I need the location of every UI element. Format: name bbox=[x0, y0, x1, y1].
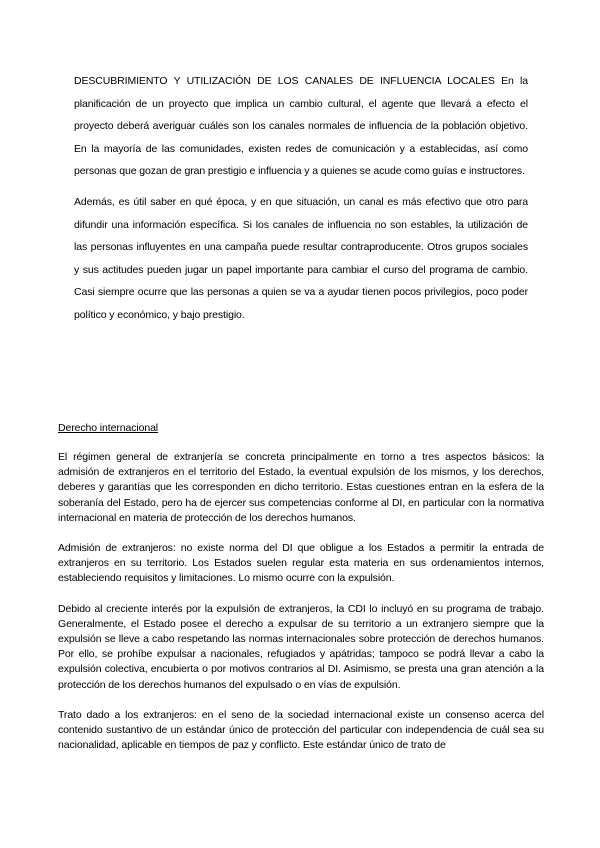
paragraph: Trato dado a los extranjeros: en el seno de la sociedad internacional existe un consenso acerca del contenido sustantivo de un estándar único de protección del particular con independencia de cuál sea su nacionalidad, aplicable en tiempos de paz y conflicto. Este estándar único de trato de bbox=[58, 708, 544, 752]
section-cultural-change bbox=[74, 70, 528, 335]
paragraph: Además, es útil saber en qué época, y en que situación, un canal es más efectivo que otro para difundir una información específica. Si los canales de influencia no son estables, la utilización de las personas influyentes en una campaña puede resultar contraproducente. Otros grupos sociales y sus actitudes pueden jugar un papel importante para cambiar el curso del programa de cambio. Casi siempre ocurre que las personas a quien se va a ayudar tienen pocos privilegios, poco poder político y económico, y bajo prestigio. bbox=[74, 195, 528, 321]
paragraph: Admisión de extranjeros: no existe norma del DI que obligue a los Estados a permitir la entrada de extranjeros en su territorio. Los Estados suelen regular esta materia en sus ordenamientos internos, estableciendo requisitos y limitaciones. Lo mismo ocurre con la expulsión. bbox=[58, 542, 544, 585]
section-international-law bbox=[58, 421, 544, 768]
paragraph: El régimen general de extranjería se concreta principalmente en torno a tres aspectos básicos: la admisión de extranjeros en el territorio del Estado, la eventual expulsión de los mismos, y los derechos, deberes y garantías que les corresponden en dicho territorio. Estas cuestiones entran en la esfera de la soberanía del Estado, pero ha de ejercer sus competencias conforme al DI, en particular con la normativa internacional en materia de protección de los derechos humanos. bbox=[58, 451, 544, 524]
section-heading: Derecho internacional bbox=[58, 422, 159, 434]
paragraph: DESCUBRIMIENTO Y UTILIZACIÓN DE LOS CANALES DE INFLUENCIA LOCALES En la planificación de un proyecto que implica un cambio cultural, el agente que llevará a efecto el proyecto deberá averiguar cuáles son los canales normales de influencia de la población objetivo. En la mayoría de las comunidades, existen redes de comunicación y a establecidas, así como personas que gozan de gran prestigio e influencia y a quienes se acude como guías e instructores. bbox=[74, 75, 528, 178]
paragraph: Debido al creciente interés por la expulsión de extranjeros, la CDI lo incluyó en su programa de trabajo. Generalmente, el Estado posee el derecho a expulsar de su territorio a un extranjero siempre que la expulsión se lleve a cabo respetando las normas internacionales sobre protección de derechos humanos. Por ello, se prohíbe expulsar a nacionales, refugiados y apátridas; tampoco se podrá llevar a cabo la expulsión colectiva, encubierta o por motivos contrarios al DI. Asimismo, se presta una gran atención a la protección de los derechos humanos del expulsado o en vías de expulsión. bbox=[58, 602, 544, 691]
